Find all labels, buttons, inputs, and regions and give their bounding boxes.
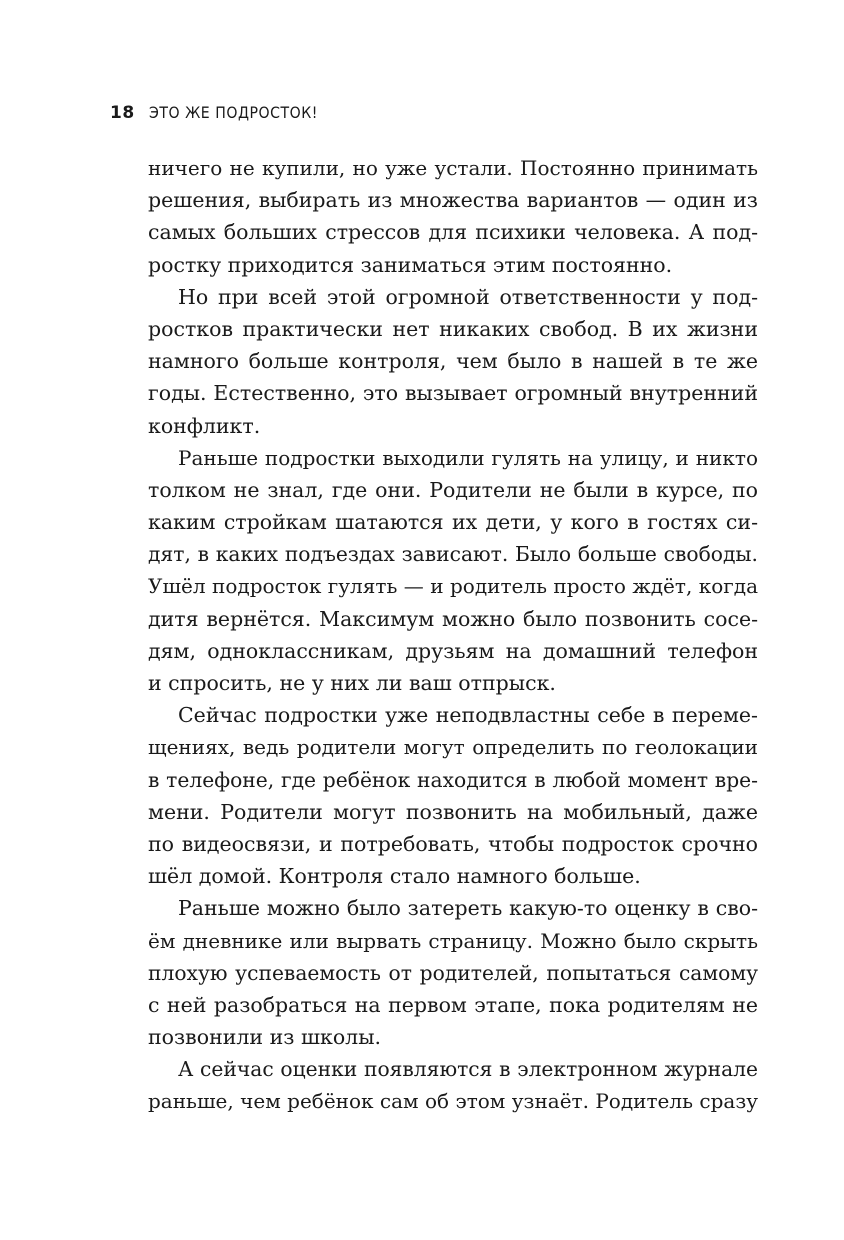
text-line: годы. Естественно, это вызывает огромный внутренний <box>148 381 758 406</box>
text-line: намного больше контроля, чем было в нашей в те же <box>148 349 758 374</box>
body-text <box>148 152 758 1118</box>
text-line: Сейчас подростки уже неподвластны себе в переме- <box>178 703 758 728</box>
text-line: каким стройкам шатаются их дети, у кого в гостях си- <box>148 510 758 535</box>
text-line: мени. Родители могут позвонить на мобильный, даже <box>148 799 758 824</box>
running-title: ЭТО ЖЕ ПОДРОСТОК! <box>148 103 318 122</box>
text-line: толком не знал, где они. Родители не были в курсе, по <box>148 477 758 502</box>
text-line: Раньше можно было затереть какую-то оценку в сво- <box>178 896 758 921</box>
text-line: Раньше подростки выходили гулять на улицу, и никто <box>178 445 758 470</box>
text-line: Но при всей этой огромной ответственности у под- <box>178 284 758 309</box>
running-header <box>110 103 341 127</box>
text-line: шёл домой. Контроля стало намного больше. <box>148 864 641 889</box>
text-line: и спросить, не у них ли ваш отпрыск. <box>148 671 556 695</box>
text-line: ём дневнике или вырвать страницу. Можно было скрыть <box>148 928 758 953</box>
text-line: по видеосвязи, и потребовать, чтобы подросток срочно <box>148 831 758 856</box>
text-line: ростков практически нет никаких свобод. В их жизни <box>148 316 758 341</box>
text-line: плохую успеваемость от родителей, попытаться самому <box>148 960 758 985</box>
text-line: в телефоне, где ребёнок находится в любой момент вре- <box>148 767 758 792</box>
text-line: Ушёл подросток гулять — и родитель просто ждёт, когда <box>148 574 758 599</box>
text-line: позвонили из школы. <box>148 1025 382 1050</box>
text-line: с ней разобраться на первом этапе, пока родителям не <box>148 992 758 1017</box>
text-line: ничего не купили, но уже устали. Постоянно принимать <box>148 156 758 180</box>
text-line: самых больших стрессов для психики человека. А под- <box>148 220 758 245</box>
text-line: конфликт. <box>148 413 261 438</box>
text-line: А сейчас оценки появляются в электронном журнале <box>178 1057 758 1082</box>
text-line: дитя вернётся. Максимум можно было позвонить сосе- <box>148 606 758 631</box>
text-line: решения, выбирать из множества вариантов — один из <box>148 188 758 213</box>
text-line: раньше, чем ребёнок сам об этом узнаёт. Родитель сразу <box>148 1089 758 1114</box>
text-line: щениях, ведь родители могут определить по геолокации <box>148 735 758 760</box>
page-number: 18 <box>110 103 135 123</box>
text-line: ростку приходится заниматься этим постоянно. <box>148 252 673 277</box>
text-line: дям, одноклассникам, друзьям на домашний телефон <box>148 638 758 663</box>
text-line: дят, в каких подъездах зависают. Было больше свободы. <box>148 542 758 567</box>
